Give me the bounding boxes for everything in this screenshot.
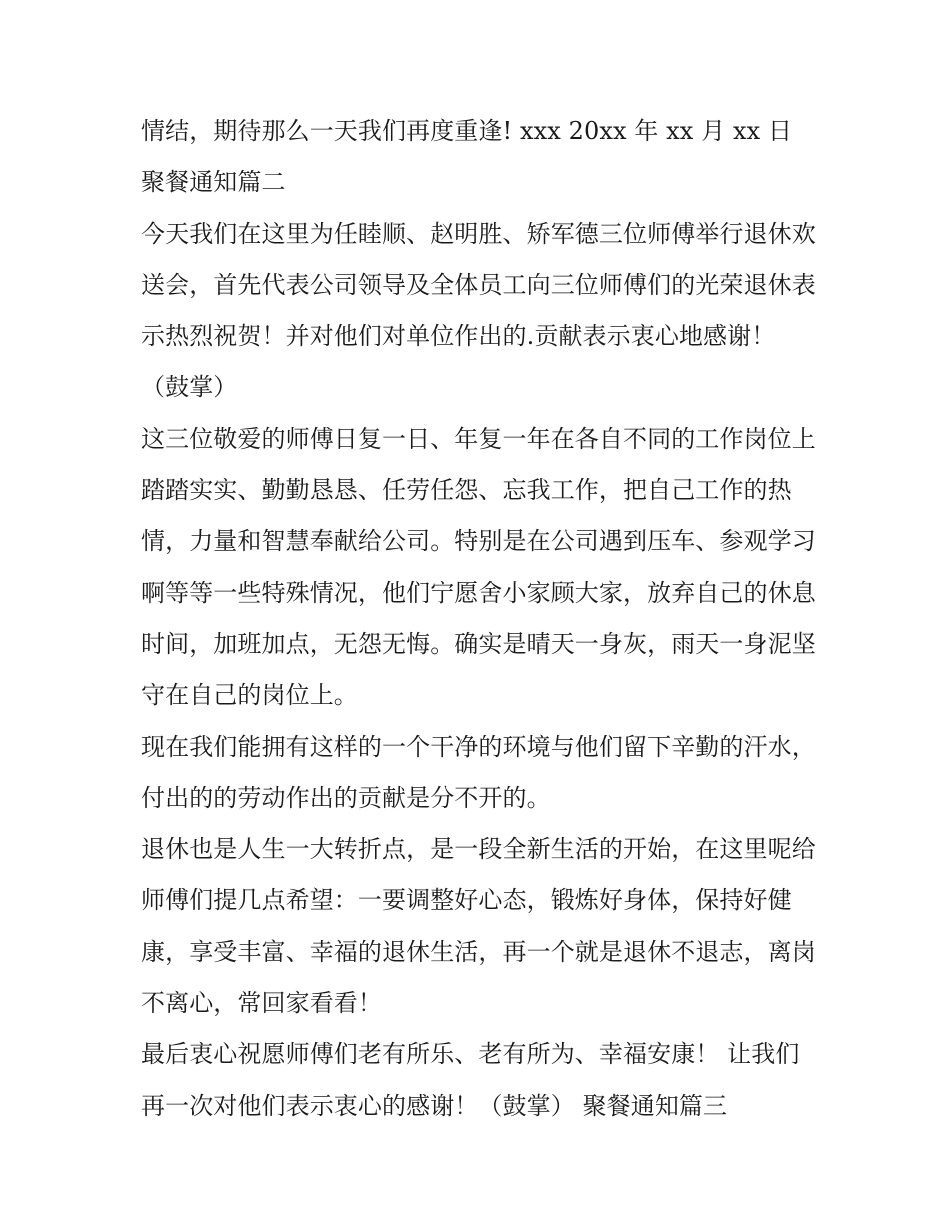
paragraph-masters-dedication: 这三位敬爱的师傅日复一日、年复一年在各自不同的工作岗位上踏踏实实、勤勤恳恳、任劳任怨、忘我工作，把自己工作的热情，力量和智慧奉献给公司。特别是在公司遇到压车、参观学习啊等等一些特殊情况，他们宁愿舍小家顾大家，放弃自己的休息时间，加班加点，无怨无悔。确实是晴天一身灰，雨天一身泥坚守在自己的岗位上。 xyxy=(141,424,816,710)
document-page xyxy=(141,106,821,1132)
paragraph-final-wishes: 最后衷心祝愿师傅们老有所乐、老有所为、幸福安康！ 让我们再一次对他们表示衷心的感谢！（鼓掌） 聚餐通知篇三 xyxy=(141,1040,800,1120)
paragraph-closing-notice-two: 情结，期待那么一天我们再度重逢! xxx 20xx 年 xx 月 xx 日 聚餐通知篇二 xyxy=(141,117,793,197)
paragraph-clean-environment: 现在我们能拥有这样的一个干净的环境与他们留下辛勤的汗水，付出的的劳动作出的贡献是分不开的。 xyxy=(141,732,816,812)
paragraph-retirement-hopes: 退休也是人生一大转折点，是一段全新生活的开始，在这里呢给师傅们提几点希望：一要调整好心态，锻炼好身体，保持好健康，享受丰富、幸福的退休生活，再一个就是退休不退志，离岗不离心，常回家看看！ xyxy=(141,835,816,1018)
paragraph-farewell-opening: 今天我们在这里为任睦顺、赵明胜、矫军德三位师傅举行退休欢送会，首先代表公司领导及全体员工向三位师傅们的光荣退休表示热烈祝贺！并对他们对单位作出的.贡献表示衷心地感谢！（鼓掌） xyxy=(141,219,816,402)
